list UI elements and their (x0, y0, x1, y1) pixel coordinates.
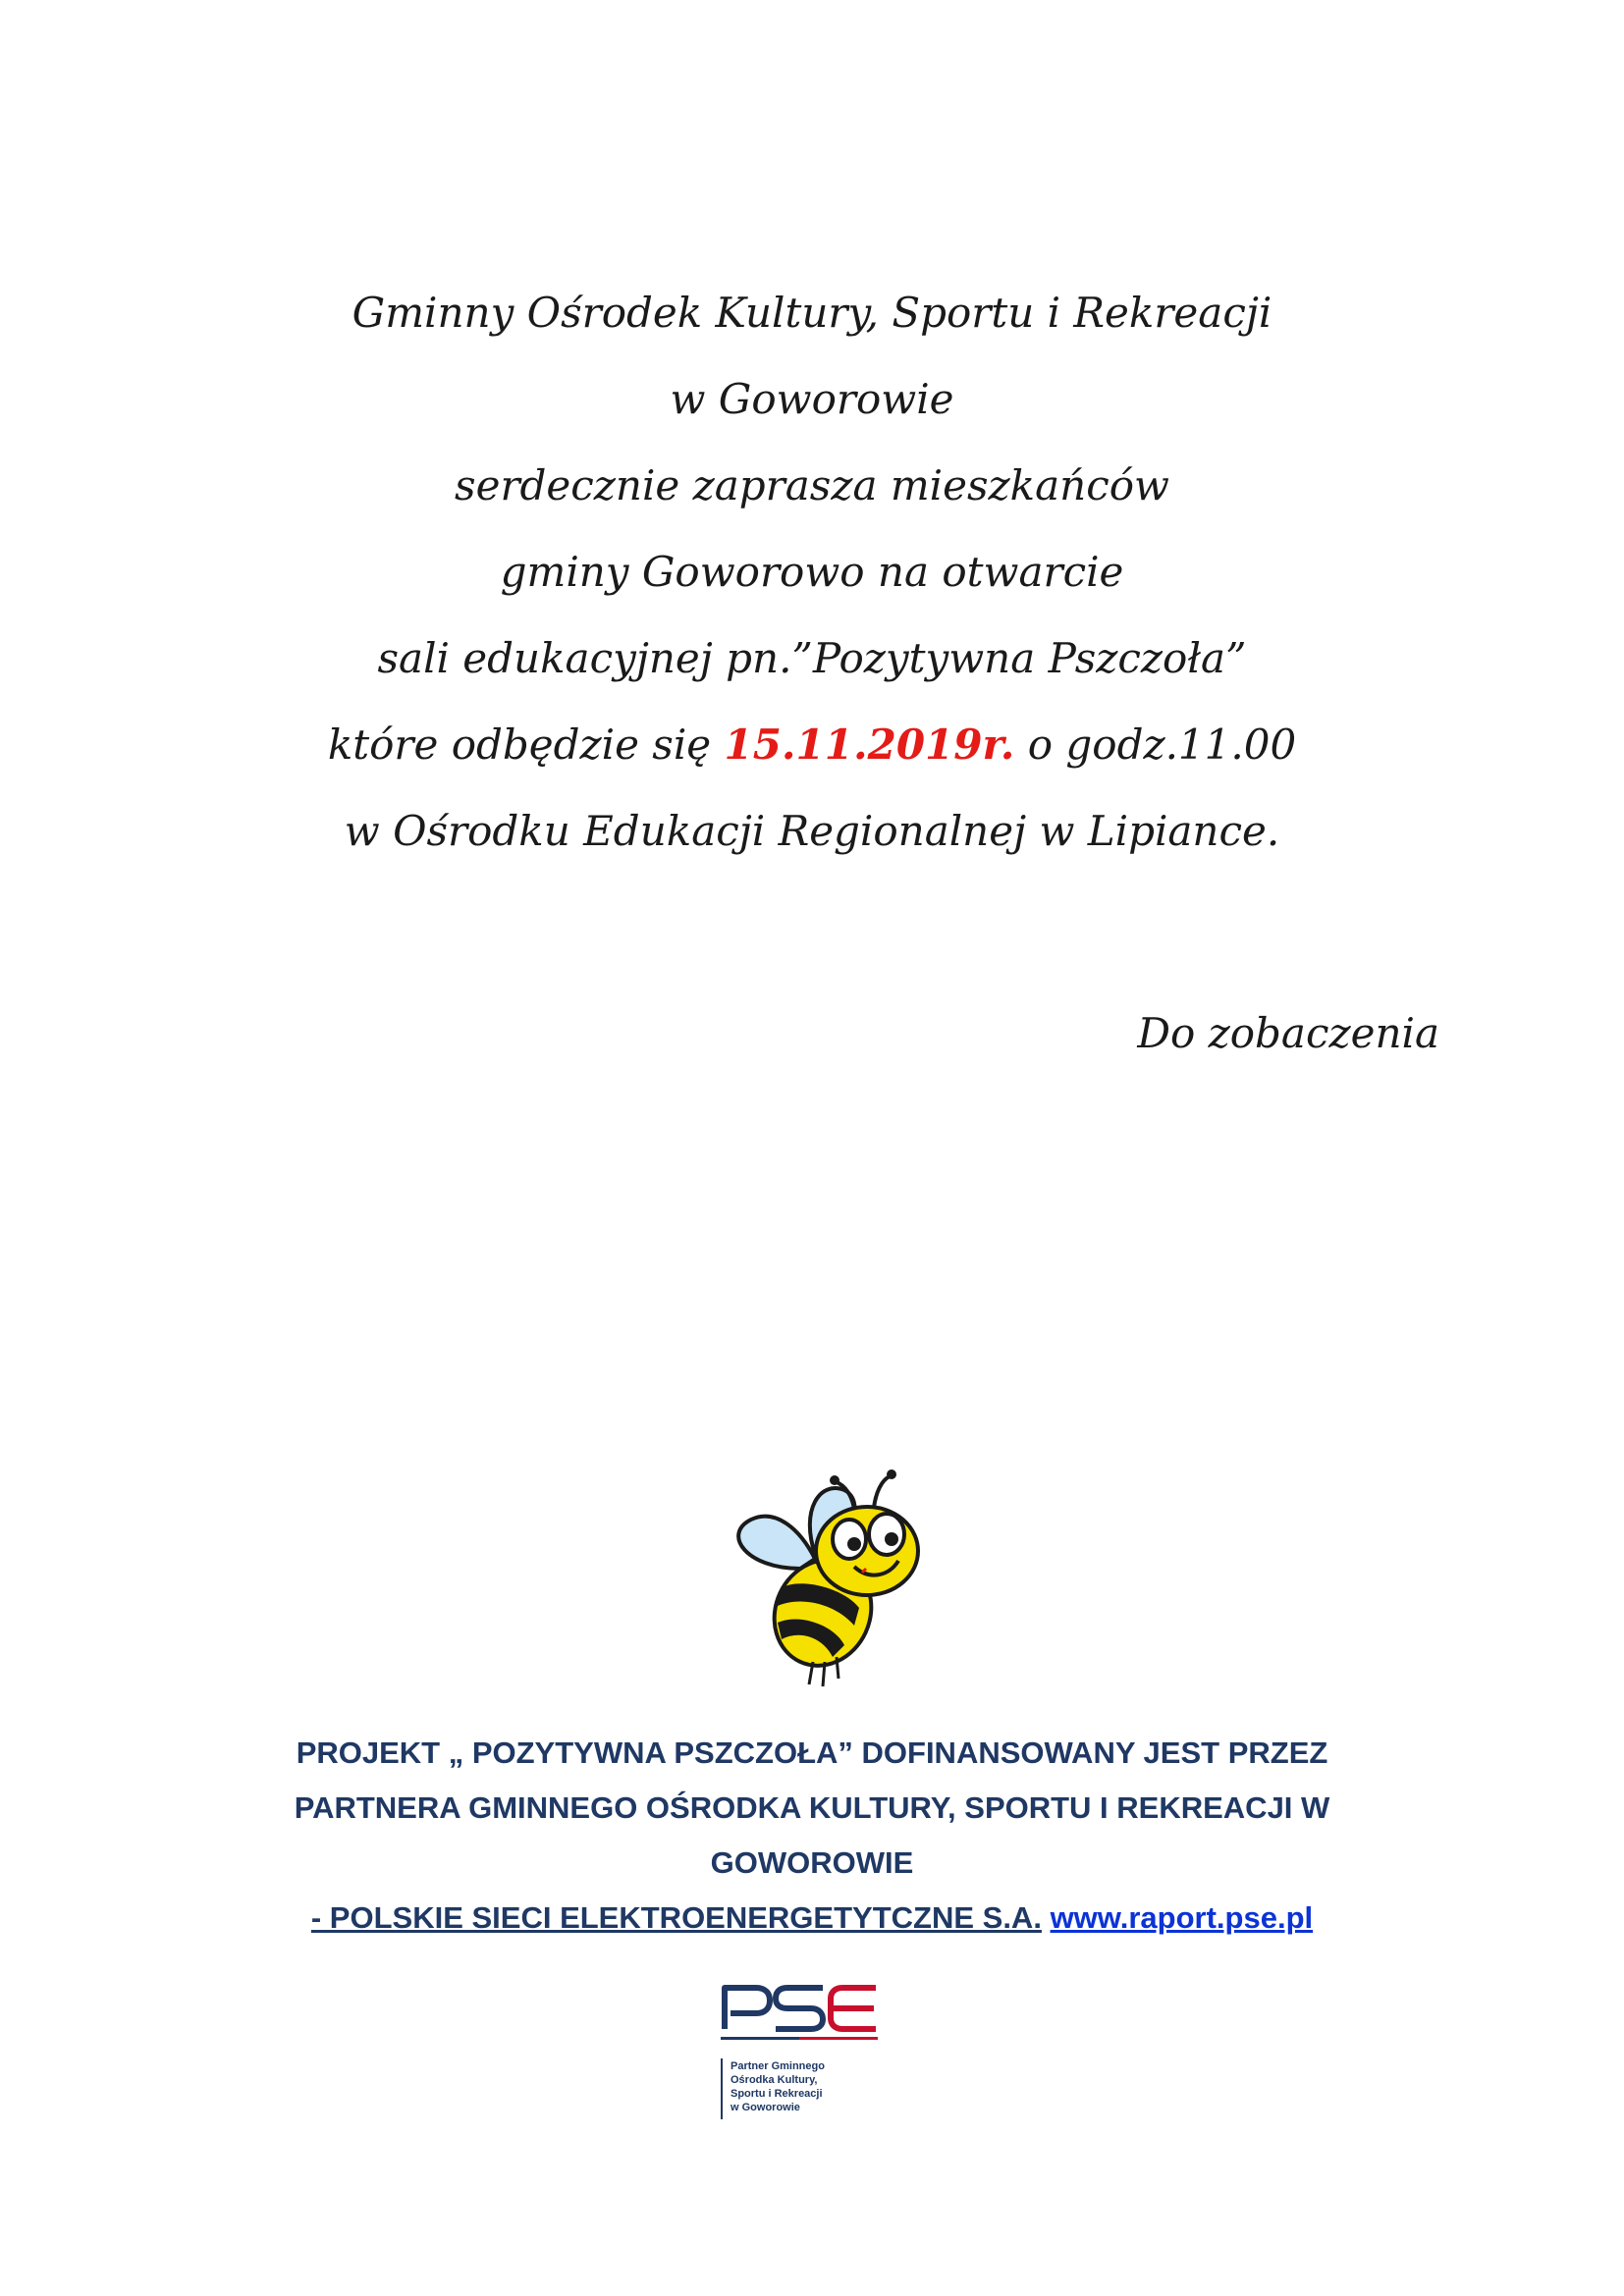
invitation-line-invite: serdecznie zaprasza mieszkańców (455, 461, 1169, 509)
sponsor-name: - POLSKIE SIECI ELEKTROENERGETYTCZNE S.A. (310, 1900, 1042, 1935)
pse-wordmark (717, 1968, 884, 2047)
invitation-line-opening: gminy Goworowo na otwarcie (500, 548, 1124, 596)
partner-divider (721, 2058, 723, 2119)
closing-greeting: Do zobaczenia (1137, 1009, 1439, 1057)
partner-caption-line: Ośrodka Kultury, (731, 2074, 818, 2086)
date-prefix-text: które odbędzie się (327, 721, 725, 769)
pse-logo (717, 1968, 884, 2125)
footer-line-sponsor (0, 1902, 1624, 1933)
partner-caption-line: Sportu i Rekreacji (731, 2088, 823, 2100)
bee-icon (707, 1451, 952, 1696)
invitation-line-location-town: w Goworowie (670, 375, 954, 423)
footer-line-town: GOWOROWIE (710, 1845, 914, 1880)
invitation-line-date-time (0, 721, 1624, 769)
partner-caption-line: Partner Gminnego (731, 2060, 825, 2072)
invitation-line-venue: w Ośrodku Edukacji Regionalnej w Lipiance. (344, 807, 1280, 855)
invitation-line-room-name: sali edukacyjnej pn.”Pozytywna Pszczoła” (377, 634, 1247, 682)
sponsor-website-link[interactable]: www.raport.pse.pl (1050, 1900, 1314, 1935)
footer-line-project: PROJEKT „ POZYTYWNA PSZCZOŁA” DOFINANSOWANY JEST PRZEZ (296, 1735, 1328, 1770)
time-text: o godz.11.00 (1014, 721, 1297, 769)
partner-caption-line: w Goworowie (731, 2102, 800, 2113)
partner-caption (731, 2059, 825, 2114)
event-date: 15.11.2019r. (724, 721, 1015, 769)
footer-line-partner: PARTNERA GMINNEGO OŚRODKA KULTURY, SPORTU I REKREACJI W (294, 1790, 1330, 1825)
invitation-line-organizer: Gminny Ośrodek Kultury, Sportu i Rekreacji (352, 289, 1272, 337)
